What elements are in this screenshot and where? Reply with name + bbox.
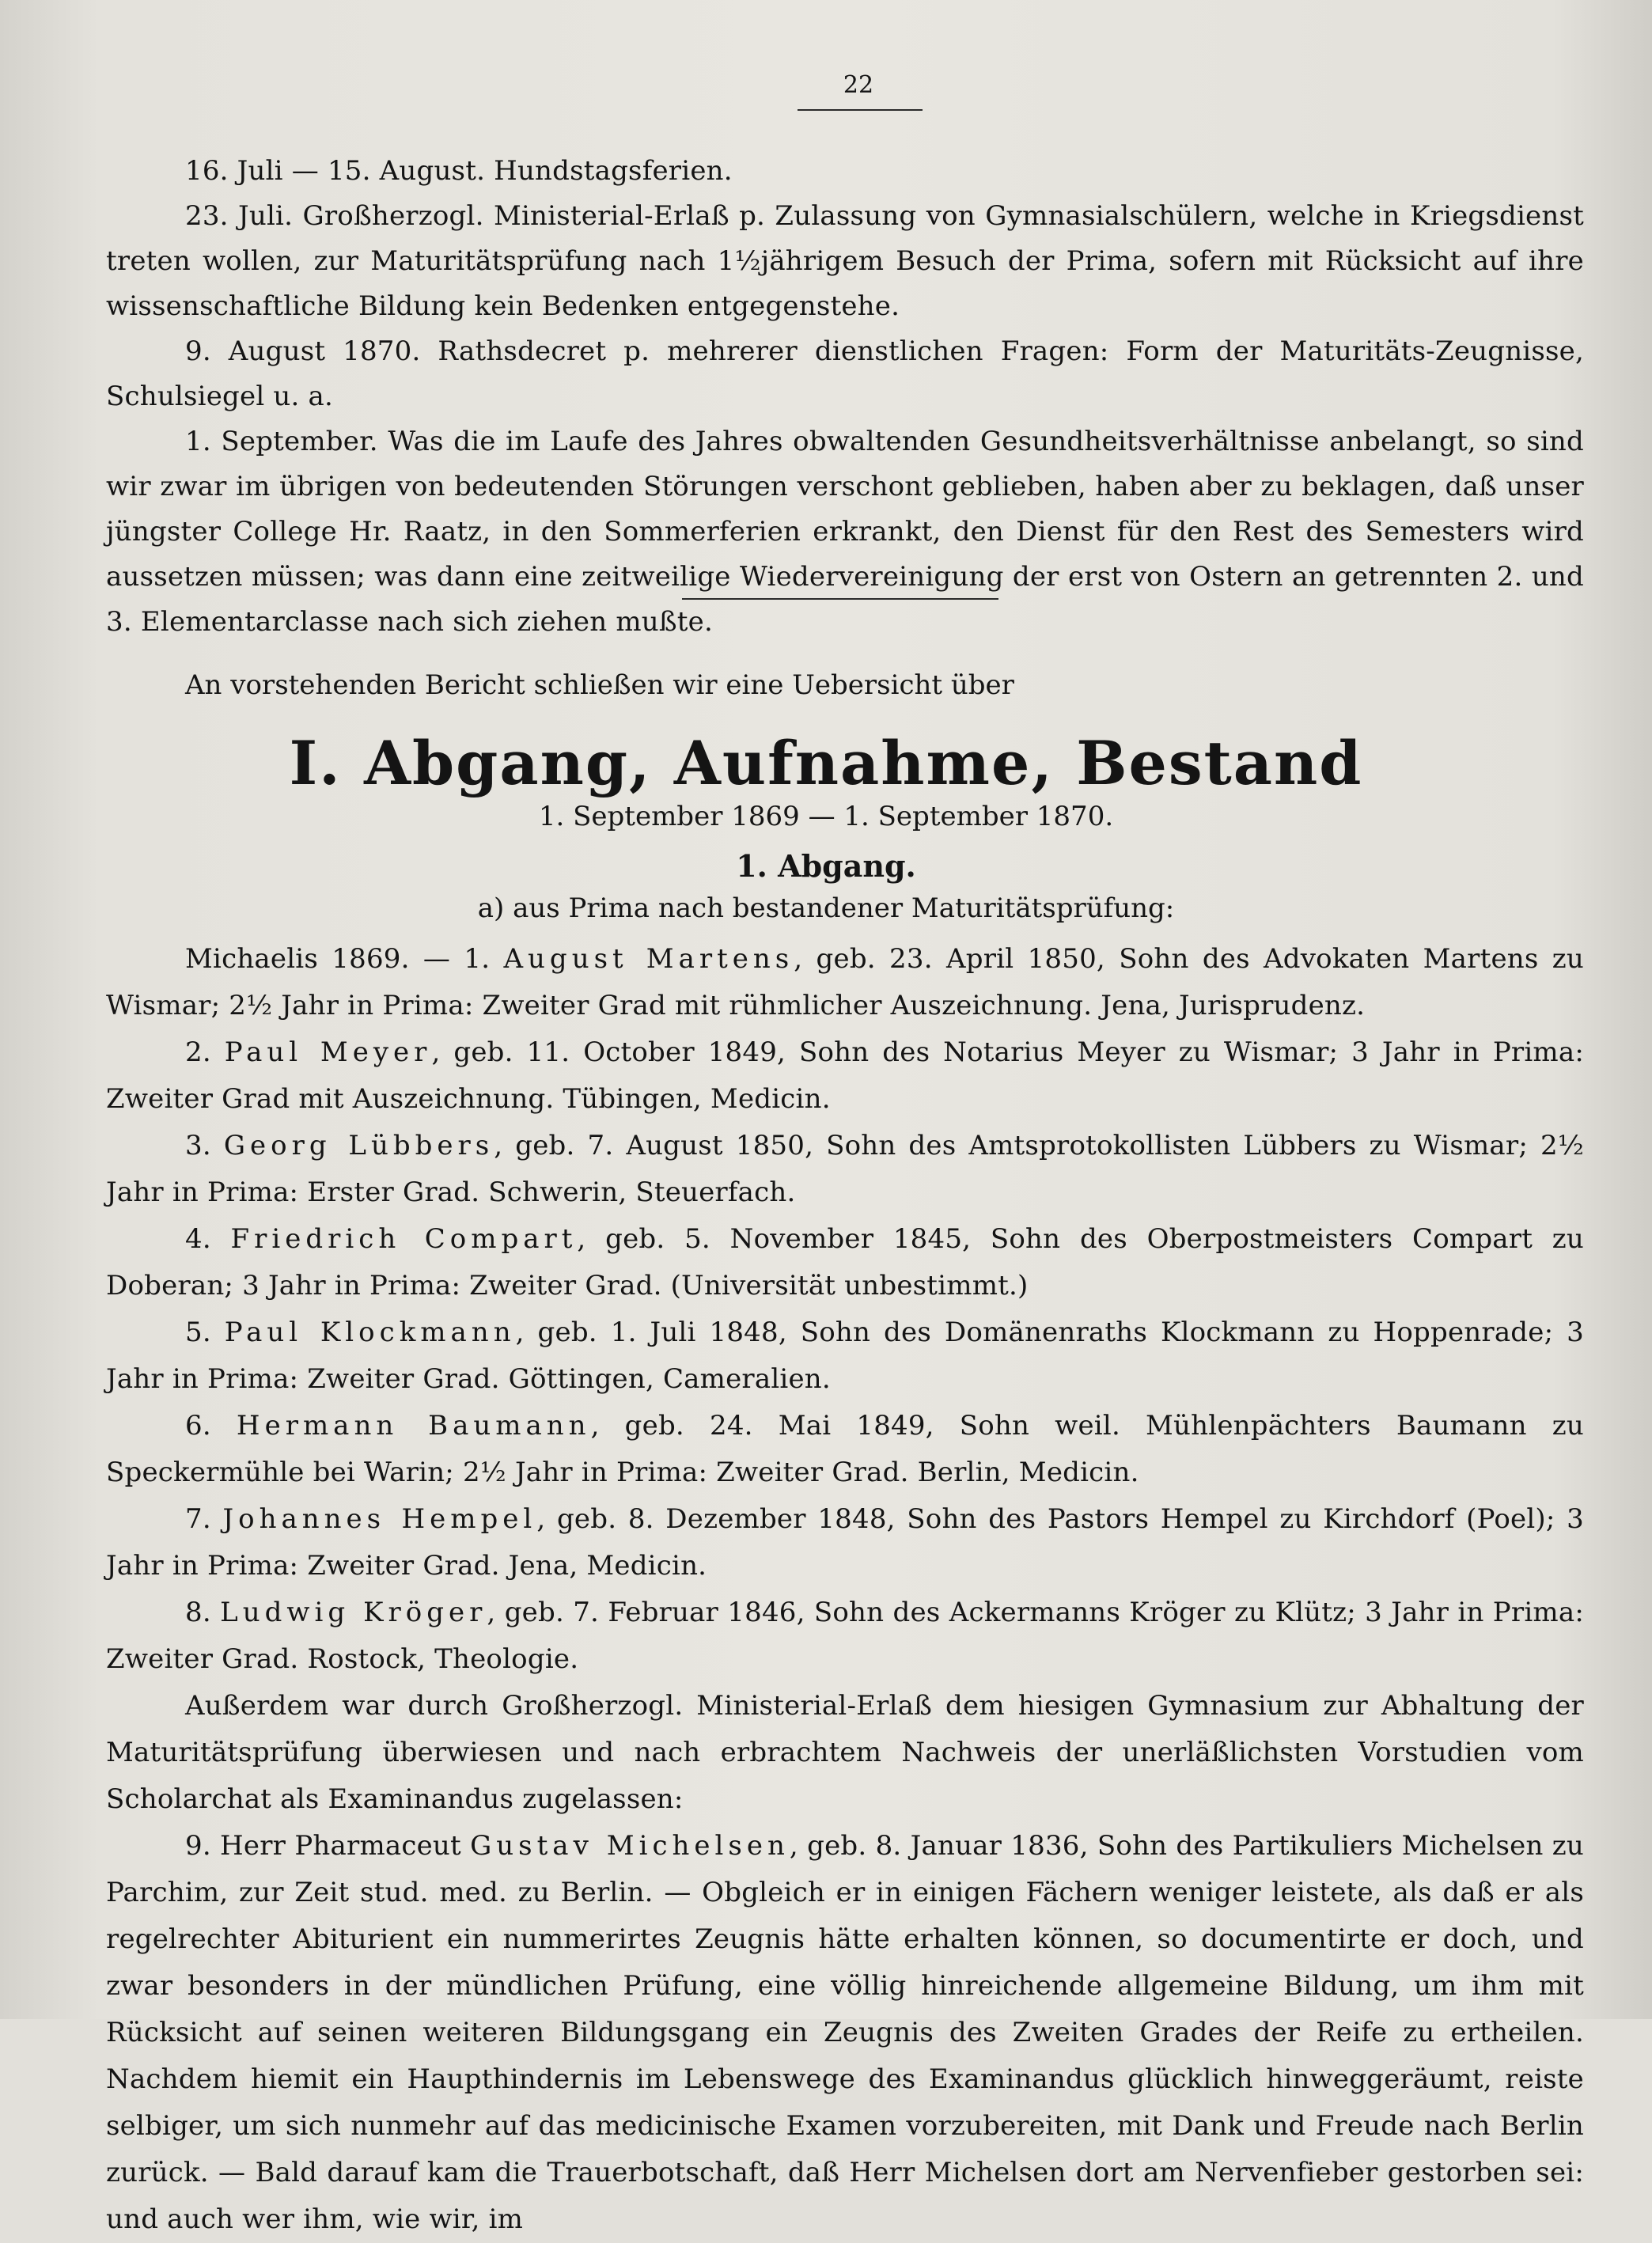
section-heading: I. Abgang, Aufnahme, Bestand (289, 728, 1363, 798)
graduate-name: Paul Klockmann (224, 1317, 516, 1348)
list-item: 5. Paul Klockmann, geb. 1. Juli 1848, Sohn des Domänenraths Klockmann zu Hoppenrade; 3 Jahr in Prima: Zweiter Grad. Göttingen, Cameralien. (106, 1317, 1584, 1395)
subsection-subheading: a) aus Prima nach bestandener Maturitätsprüfung: (477, 892, 1175, 924)
list-item: 9. Herr Pharmaceut Gustav Michelsen, geb. 8. Januar 1836, Sohn des Partikuliers Michelsen zu Parchim, zur Zeit stud. med. zu Berlin. — Obgleich er in einigen Fächern weniger leistete, als daß er als regelrechter Abiturient ein nummerirtes Zeugnis hätte erhalten können, so documentirte er doch, und zwar besonders in der mündlichen Prüfung, eine völlig hinreichende allgemeine Bildung, um ihm mit Rücksicht auf seinen weiteren Bildungsgang ein Zeugnis des Zweiten Grades der Reife zu ertheilen. Nachdem hiemit ein Haupthindernis im Lebenswege des Examinandus glücklich hinweggeräumt, reiste selbiger, um sich nunmehr auf das medicinische Examen vorzubereiten, mit Dank und Freude nach Berlin zurück. — Bald darauf kam die Trauerbotschaft, daß Herr Michelsen dort am Nervenfieber gestorben sei: und auch wer ihm, wie wir, im (106, 1830, 1585, 2235)
list-item: 4. Friedrich Compart, geb. 5. November 1845, Sohn des Oberpostmeisters Compart zu Doberan; 3 Jahr in Prima: Zweiter Grad. (Universität unbestimmt.) (106, 1223, 1584, 1301)
graduate-name: Johannes Hempel (222, 1503, 537, 1535)
subsection-heading: 1. Abgang. (736, 848, 916, 884)
paragraph-ministerial-erlass: 23. Juli. Großherzogl. Ministerial-Erlaß p. Zulassung von Gymnasialschülern, welche in Kriegsdienst treten wollen, zur Maturitätsprüfung nach 1½jährigem Besuch der Prima, sofern mit Rücksicht auf ihre wissenschaftliche Bildung kein Bedenken entgegenstehe. (106, 200, 1584, 322)
list-item: 8. Ludwig Kröger, geb. 7. Februar 1846, Sohn des Ackermanns Kröger zu Klütz; 3 Jahr in Prima: Zweiter Grad. Rostock, Theologie. (106, 1597, 1584, 1675)
paragraph-rathsdecret: 9. August 1870. Rathsdecret p. mehrerer dienstlichen Fragen: Form der Maturitäts-Zeugnisse, Schulsiegel u. a. (106, 335, 1584, 412)
graduate-name: Gustav Michelsen (470, 1830, 790, 1862)
graduate-name: Friedrich Compart (230, 1223, 578, 1255)
paragraph-hundstagsferien: 16. Juli — 15. August. Hundstagsferien. (185, 155, 733, 187)
graduate-name: August Martens (503, 943, 794, 975)
section-divider (682, 598, 998, 600)
top-rule (798, 109, 923, 111)
list-item: 6. Hermann Baumann, geb. 24. Mai 1849, Sohn weil. Mühlenpächters Baumann zu Speckermühle bei Warin; 2½ Jahr in Prima: Zweiter Grad. Berlin, Medicin. (106, 1410, 1584, 1488)
paragraph-ausserdem: Außerdem war durch Großherzogl. Ministerial-Erlaß dem hiesigen Gymnasium zur Abhaltung der Maturitätsprüfung überwiesen und nach erbrachtem Nachweis der unerläßlichsten Vorstudien vom Scholarchat als Examinandus zugelassen: (106, 1690, 1584, 1815)
date-range: 1. September 1869 — 1. September 1870. (538, 801, 1114, 832)
chronicle-block (106, 149, 1584, 645)
list-item: 7. Johannes Hempel, geb. 8. Dezember 1848, Sohn des Pastors Hempel zu Kirchdorf (Poel); 3 Jahr in Prima: Zweiter Grad. Jena, Medicin. (106, 1503, 1584, 1582)
page-number: 22 (843, 71, 874, 99)
list-item: Michaelis 1869. — 1. August Martens, geb. 23. April 1850, Sohn des Advokaten Martens zu Wismar; 2½ Jahr in Prima: Zweiter Grad mit rühmlicher Auszeichnung. Jena, Jurisprudenz. (106, 943, 1584, 1021)
paragraph-gesundheit: 1. September. Was die im Laufe des Jahres obwaltenden Gesundheitsverhältnisse anbelangt, so sind wir zwar im übrigen von bedeutenden Störungen verschont geblieben, haben aber zu beklagen, daß unser jüngster College Hr. Raatz, in den Sommerferien erkrankt, den Dienst für den Rest des Semesters wird aussetzen müssen; was dann eine zeitweilige Wiedervereinigung der erst von Ostern an getrennten 2. und 3. Elementarclasse nach sich ziehen mußte. (106, 426, 1584, 638)
list-item: 2. Paul Meyer, geb. 11. October 1849, Sohn des Notarius Meyer zu Wismar; 3 Jahr in Prima: Zweiter Grad mit Auszeichnung. Tübingen, Medicin. (106, 1036, 1584, 1115)
graduates-list (106, 936, 1584, 2243)
list-item: 3. Georg Lübbers, geb. 7. August 1850, Sohn des Amtsprotokollisten Lübbers zu Wismar; 2½ Jahr in Prima: Erster Grad. Schwerin, Steuerfach. (106, 1130, 1584, 1208)
graduate-name: Paul Meyer (224, 1036, 432, 1068)
graduate-name: Hermann Baumann (236, 1410, 591, 1442)
graduate-name: Ludwig Kröger (220, 1597, 487, 1628)
graduate-name: Georg Lübbers (223, 1130, 494, 1161)
intro-line: An vorstehenden Bericht schließen wir eine Uebersicht über (185, 669, 1014, 701)
